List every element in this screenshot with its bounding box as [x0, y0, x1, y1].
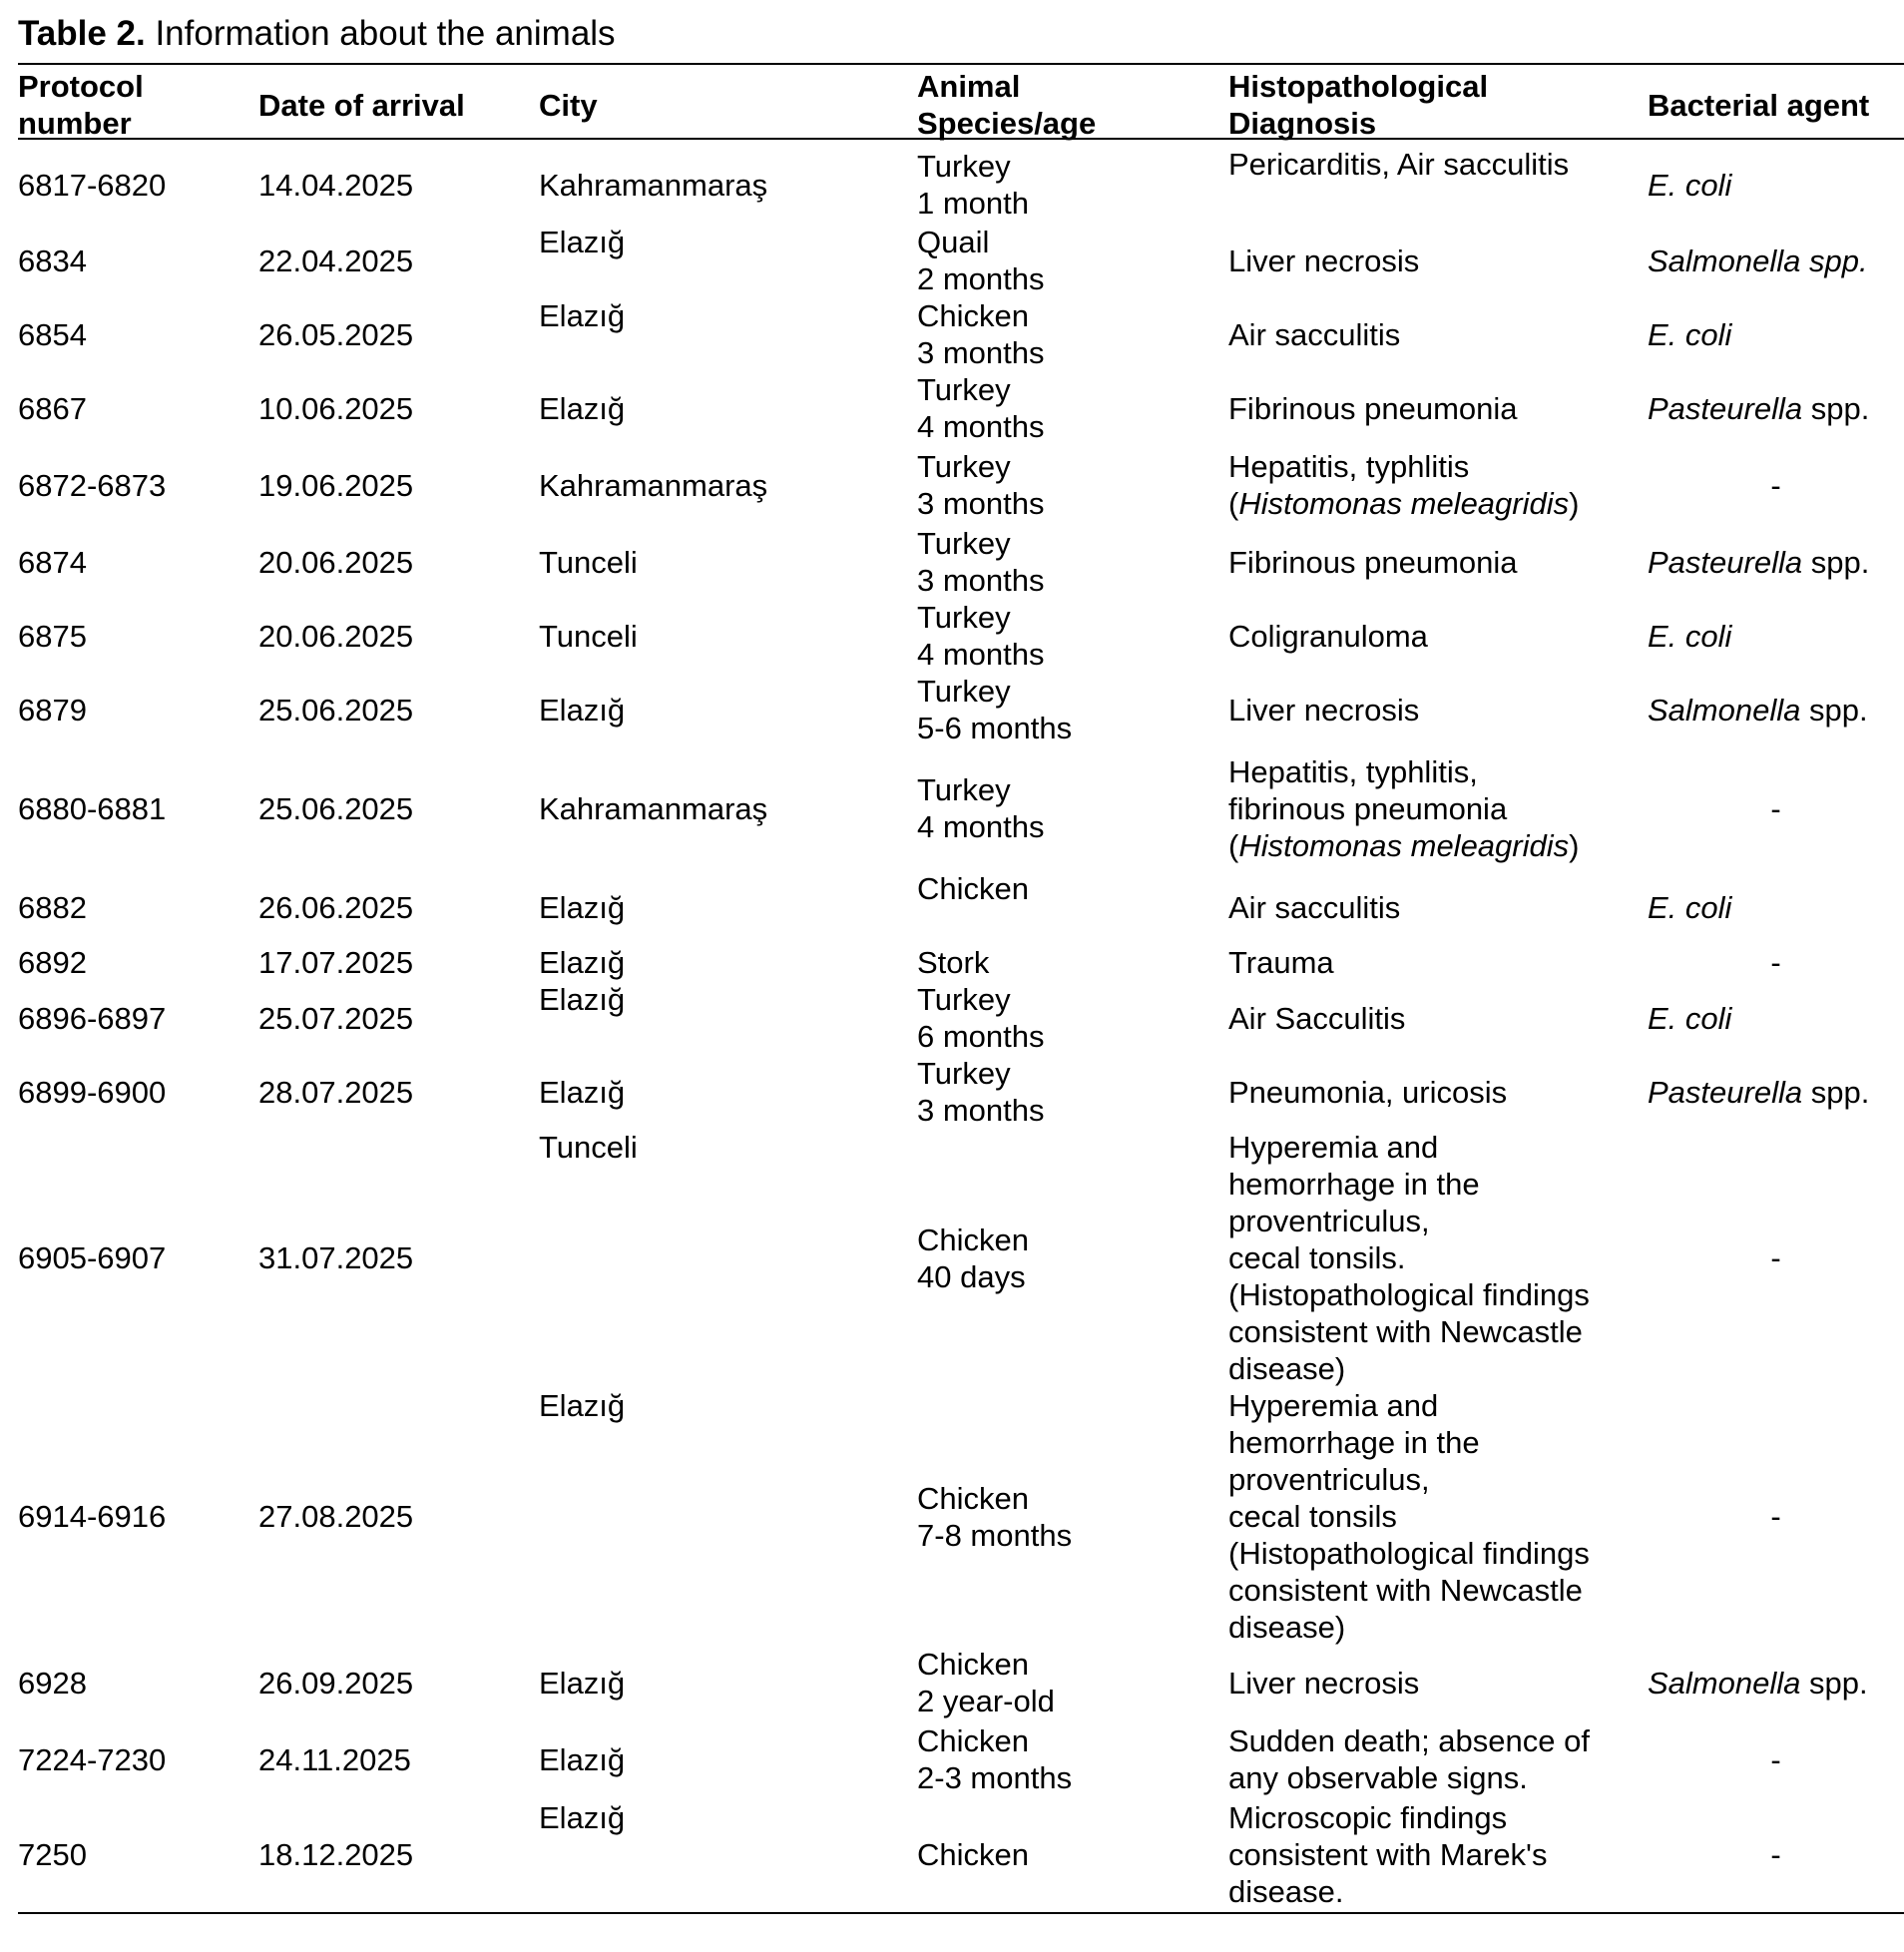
bacteria-text: -: [1770, 1741, 1781, 1777]
species-line: 3 months: [917, 486, 1045, 521]
cell-city: Tunceli: [539, 1130, 638, 1165]
cell-diagnosis: [1228, 525, 1648, 599]
table-row: [18, 599, 1904, 673]
diagnosis-text: proventriculus,: [1228, 1462, 1430, 1497]
table-row: [18, 525, 1904, 599]
diagnosis-text: consistent with Newcastle: [1228, 1314, 1583, 1349]
bacteria-text: E. coli: [1648, 167, 1732, 203]
cell-diagnosis: [1228, 1646, 1648, 1719]
bacteria-text: spp.: [1802, 544, 1870, 580]
col-header-date: Date of arrival: [258, 87, 465, 123]
species-line: 5-6 months: [917, 711, 1073, 745]
diagnosis-line: [1228, 1799, 1648, 1836]
species-line: 2-3 months: [917, 1760, 1073, 1795]
species-line: Quail: [917, 225, 990, 259]
diagnosis-text: Microscopic findings: [1228, 1800, 1508, 1835]
table-row: [18, 146, 1904, 224]
diagnosis-line: [1228, 1461, 1648, 1498]
cell-city: Elazığ: [539, 692, 626, 728]
cell-diagnosis: [1228, 146, 1648, 224]
cell-date: 20.06.2025: [258, 618, 414, 654]
species-line: 4 months: [917, 809, 1045, 844]
cell-date: 27.08.2025: [258, 1499, 414, 1534]
diagnosis-text: disease.: [1228, 1874, 1344, 1909]
bacteria-text: -: [1770, 1240, 1781, 1275]
bacteria-text: E. coli: [1648, 618, 1732, 654]
cell-diagnosis: [1228, 944, 1648, 981]
diagnosis-text: ): [1569, 827, 1580, 863]
cell-protocol: 6914-6916: [18, 1499, 167, 1534]
bacteria-text: Pasteurella: [1648, 390, 1803, 426]
diagnosis-text: Sudden death; absence of: [1228, 1723, 1590, 1758]
diagnosis-line: [1228, 827, 1648, 864]
cell-protocol: 6882: [18, 889, 87, 925]
cell-diagnosis: [1228, 1387, 1648, 1646]
species-line: Chicken: [917, 871, 1029, 906]
cell-date: 10.06.2025: [258, 390, 414, 426]
bacteria-text: -: [1770, 945, 1781, 980]
cell-bacteria: [1648, 525, 1904, 599]
cell-species: [917, 746, 1228, 870]
bacteria-text: -: [1770, 790, 1781, 826]
cell-city: Elazığ: [539, 945, 626, 980]
bacteria-text: spp.: [1802, 1074, 1870, 1110]
cell-city: Elazığ: [539, 982, 626, 1017]
diagnosis-line: [1228, 753, 1648, 790]
col-header-protocol: Protocol number: [18, 69, 144, 141]
cell-date: 19.06.2025: [258, 467, 414, 503]
table-row: [18, 224, 1904, 297]
cell-species: [917, 870, 1228, 944]
cell-date: 24.11.2025: [258, 1741, 411, 1777]
cell-date: 25.06.2025: [258, 790, 414, 826]
diagnosis-line: [1228, 1722, 1648, 1759]
cell-diagnosis: [1228, 673, 1648, 746]
bacteria-text: Salmonella: [1648, 1665, 1801, 1701]
species-line: 1 month: [917, 186, 1030, 221]
diagnosis-line: [1228, 1276, 1648, 1313]
cell-date: 25.06.2025: [258, 692, 414, 728]
cell-protocol: 6817-6820: [18, 167, 167, 203]
species-line: 3 months: [917, 1093, 1045, 1128]
cell-city: Elazığ: [539, 1074, 626, 1110]
cell-protocol: 7250: [18, 1837, 87, 1872]
cell-city: Kahramanmaraş: [539, 167, 768, 203]
cell-diagnosis: [1228, 870, 1648, 944]
diagnosis-text: disease): [1228, 1610, 1346, 1645]
diagnosis-line: [1228, 1239, 1648, 1276]
table-row: [18, 673, 1904, 746]
diagnosis-text: any observable signs.: [1228, 1760, 1528, 1795]
diagnosis-text: Air sacculitis: [1228, 316, 1401, 352]
diagnosis-line: [1228, 243, 1648, 279]
diagnosis-line: [1228, 1665, 1648, 1702]
cell-bacteria: [1648, 746, 1904, 870]
cell-species: [917, 1799, 1228, 1910]
diagnosis-text: Liver necrosis: [1228, 692, 1420, 728]
cell-city: Elazığ: [539, 390, 626, 426]
species-line: 6 months: [917, 1019, 1045, 1054]
species-line: Turkey: [917, 1056, 1011, 1091]
species-line: Turkey: [917, 372, 1011, 407]
bacteria-text: -: [1770, 1499, 1781, 1534]
cell-diagnosis: [1228, 981, 1648, 1055]
cell-bacteria: [1648, 445, 1904, 525]
diagnosis-text: (Histopathological findings: [1228, 1277, 1590, 1312]
table-row: [18, 1387, 1904, 1646]
cell-bacteria: [1648, 146, 1904, 224]
cell-city: Elazığ: [539, 298, 626, 333]
table-row: [18, 1055, 1904, 1129]
bacteria-text: Pasteurella: [1648, 544, 1803, 580]
cell-species: [917, 371, 1228, 445]
cell-species: [917, 445, 1228, 525]
cell-diagnosis: [1228, 297, 1648, 371]
col-header-species: Animal Species/age: [917, 69, 1097, 141]
cell-diagnosis: [1228, 1129, 1648, 1387]
diagnosis-text: Pericarditis, Air sacculitis: [1228, 147, 1570, 182]
diagnosis-line: [1228, 544, 1648, 581]
diagnosis-text: Histomonas meleagridis: [1238, 486, 1570, 521]
diagnosis-line: [1228, 316, 1648, 353]
cell-protocol: 7224-7230: [18, 1741, 167, 1777]
diagnosis-text: consistent with Marek's: [1228, 1837, 1548, 1872]
diagnosis-line: [1228, 1572, 1648, 1609]
species-line: Chicken: [917, 1837, 1029, 1872]
cell-city: Elazığ: [539, 1741, 626, 1777]
table-row: [18, 1129, 1904, 1387]
cell-diagnosis: [1228, 746, 1648, 870]
cell-bacteria: [1648, 599, 1904, 673]
table-row: [18, 1799, 1904, 1910]
diagnosis-text: hemorrhage in the: [1228, 1425, 1480, 1460]
cell-protocol: 6867: [18, 390, 87, 426]
cell-date: 22.04.2025: [258, 243, 414, 278]
cell-species: [917, 297, 1228, 371]
cell-bacteria: [1648, 1055, 1904, 1129]
cell-protocol: 6905-6907: [18, 1240, 167, 1275]
cell-species: [917, 525, 1228, 599]
cell-bacteria: [1648, 1646, 1904, 1719]
diagnosis-line: [1228, 1166, 1648, 1203]
diagnosis-text: Hepatitis, typhlitis,: [1228, 753, 1478, 789]
species-line: Turkey: [917, 449, 1011, 484]
animals-table: [18, 64, 1904, 1910]
diagnosis-text: (: [1228, 827, 1239, 863]
species-line: Chicken: [917, 298, 1029, 333]
header-row: [18, 64, 1904, 146]
cell-date: 26.06.2025: [258, 889, 414, 925]
cell-city: Tunceli: [539, 544, 638, 580]
col-header-city: City: [539, 87, 598, 123]
bacteria-text: E. coli: [1648, 889, 1732, 925]
diagnosis-line: [1228, 1350, 1648, 1387]
diagnosis-line: [1228, 1313, 1648, 1350]
diagnosis-text: consistent with Newcastle: [1228, 1573, 1583, 1608]
diagnosis-text: Hyperemia and: [1228, 1388, 1439, 1423]
cell-bacteria: [1648, 371, 1904, 445]
diagnosis-text: ): [1569, 486, 1580, 521]
diagnosis-line: [1228, 889, 1648, 926]
cell-date: 28.07.2025: [258, 1074, 414, 1110]
diagnosis-text: Hepatitis, typhlitis: [1228, 449, 1470, 484]
cell-protocol: 6899-6900: [18, 1074, 167, 1110]
cell-bacteria: [1648, 1799, 1904, 1910]
cell-city: Kahramanmaraş: [539, 790, 768, 826]
table-row: [18, 1719, 1904, 1799]
species-line: Turkey: [917, 149, 1011, 184]
species-line: 3 months: [917, 563, 1045, 598]
cell-species: [917, 599, 1228, 673]
cell-bacteria: [1648, 1719, 1904, 1799]
cell-protocol: 6896-6897: [18, 1000, 167, 1036]
species-line: Turkey: [917, 674, 1011, 709]
diagnosis-text: fibrinous pneumonia: [1228, 790, 1508, 826]
cell-date: 26.05.2025: [258, 316, 414, 352]
diagnosis-text: Coligranuloma: [1228, 618, 1428, 654]
cell-diagnosis: [1228, 224, 1648, 297]
bacteria-text: Salmonella spp.: [1648, 243, 1868, 278]
bacteria-text: -: [1770, 467, 1781, 503]
diagnosis-text: disease): [1228, 1351, 1346, 1386]
cell-city: Elazığ: [539, 1388, 626, 1423]
caption-label: Table 2.: [18, 14, 146, 53]
species-line: 40 days: [917, 1258, 1026, 1294]
table-row: [18, 746, 1904, 870]
cell-species: [917, 1129, 1228, 1387]
table-row: [18, 297, 1904, 371]
diagnosis-line: [1228, 1535, 1648, 1572]
cell-bacteria: [1648, 1387, 1904, 1646]
diagnosis-line: [1228, 1203, 1648, 1239]
species-line: Stork: [917, 945, 990, 980]
diagnosis-text: (: [1228, 486, 1239, 521]
diagnosis-line: [1228, 485, 1648, 522]
diagnosis-line: [1228, 146, 1648, 183]
diagnosis-line: [1228, 1074, 1648, 1111]
diagnosis-line: [1228, 1609, 1648, 1646]
cell-protocol: 6874: [18, 544, 87, 580]
bacteria-text: spp.: [1800, 1665, 1868, 1701]
cell-bacteria: [1648, 673, 1904, 746]
cell-species: [917, 1387, 1228, 1646]
cell-diagnosis: [1228, 371, 1648, 445]
diagnosis-line: [1228, 390, 1648, 427]
diagnosis-text: proventriculus,: [1228, 1204, 1430, 1238]
caption-text: Information about the animals: [145, 14, 616, 53]
species-line: Turkey: [917, 526, 1011, 561]
cell-species: [917, 146, 1228, 224]
diagnosis-text: Air sacculitis: [1228, 889, 1401, 925]
cell-bacteria: [1648, 981, 1904, 1055]
species-line: 4 months: [917, 637, 1045, 672]
species-line: Turkey: [917, 772, 1011, 807]
cell-species: [917, 224, 1228, 297]
cell-species: [917, 1055, 1228, 1129]
cell-protocol: 6880-6881: [18, 790, 167, 826]
cell-date: 18.12.2025: [258, 1837, 414, 1872]
cell-protocol: 6834: [18, 243, 87, 278]
cell-bacteria: [1648, 870, 1904, 944]
species-line: Chicken: [917, 1647, 1029, 1682]
cell-diagnosis: [1228, 445, 1648, 525]
table-row: [18, 445, 1904, 525]
species-line: Turkey: [917, 600, 1011, 635]
bacteria-text: Pasteurella: [1648, 1074, 1803, 1110]
species-line: 2 year-old: [917, 1684, 1055, 1718]
cell-date: 17.07.2025: [258, 945, 414, 980]
cell-protocol: 6875: [18, 618, 87, 654]
cell-protocol: 6892: [18, 945, 87, 980]
cell-date: 25.07.2025: [258, 1000, 414, 1036]
bacteria-text: -: [1770, 1837, 1781, 1872]
diagnosis-text: Fibrinous pneumonia: [1228, 544, 1518, 580]
col-header-diagnosis: Histopathological Diagnosis: [1228, 69, 1489, 141]
table-body: [18, 146, 1904, 1910]
table-row: [18, 870, 1904, 944]
diagnosis-text: hemorrhage in the: [1228, 1167, 1480, 1202]
col-header-bacteria: Bacterial agent: [1648, 87, 1870, 123]
diagnosis-line: [1228, 448, 1648, 485]
cell-protocol: 6854: [18, 316, 87, 352]
diagnosis-text: Fibrinous pneumonia: [1228, 390, 1518, 426]
table-row: [18, 371, 1904, 445]
diagnosis-text: cecal tonsils: [1228, 1499, 1397, 1534]
cell-city: Elazığ: [539, 889, 626, 925]
species-line: Turkey: [917, 982, 1011, 1017]
cell-diagnosis: [1228, 599, 1648, 673]
diagnosis-line: [1228, 1000, 1648, 1037]
diagnosis-line: [1228, 944, 1648, 981]
diagnosis-text: Trauma: [1228, 945, 1334, 980]
diagnosis-line: [1228, 790, 1648, 827]
cell-city: Kahramanmaraş: [539, 467, 768, 503]
cell-bacteria: [1648, 944, 1904, 981]
cell-protocol: 6928: [18, 1665, 87, 1701]
species-line: 2 months: [917, 261, 1045, 296]
diagnosis-line: [1228, 1387, 1648, 1424]
cell-city: Tunceli: [539, 618, 638, 654]
cell-diagnosis: [1228, 1799, 1648, 1910]
bacteria-text: Salmonella: [1648, 692, 1801, 728]
table-row: [18, 981, 1904, 1055]
diagnosis-text: Air Sacculitis: [1228, 1000, 1406, 1036]
cell-species: [917, 981, 1228, 1055]
cell-bacteria: [1648, 1129, 1904, 1387]
cell-diagnosis: [1228, 1719, 1648, 1799]
table-row: [18, 944, 1904, 981]
bacteria-text: E. coli: [1648, 316, 1732, 352]
cell-date: 26.09.2025: [258, 1665, 414, 1701]
cell-species: [917, 944, 1228, 981]
species-line: 4 months: [917, 409, 1045, 444]
diagnosis-line: [1228, 1759, 1648, 1796]
cell-date: 31.07.2025: [258, 1240, 414, 1275]
cell-city: Elazığ: [539, 1665, 626, 1701]
cell-species: [917, 1719, 1228, 1799]
species-line: Chicken: [917, 1221, 1029, 1257]
diagnosis-text: Liver necrosis: [1228, 243, 1420, 278]
diagnosis-line: [1228, 1424, 1648, 1461]
species-line: Chicken: [917, 1480, 1029, 1516]
table-row: [18, 1646, 1904, 1719]
bottom-rule: [18, 1912, 1904, 1914]
diagnosis-text: Liver necrosis: [1228, 1665, 1420, 1701]
species-line: 7-8 months: [917, 1517, 1073, 1553]
diagnosis-line: [1228, 692, 1648, 729]
diagnosis-line: [1228, 1498, 1648, 1535]
diagnosis-line: [1228, 618, 1648, 655]
cell-date: 14.04.2025: [258, 167, 414, 203]
diagnosis-text: (Histopathological findings: [1228, 1536, 1590, 1571]
bacteria-text: spp.: [1800, 692, 1868, 728]
cell-species: [917, 673, 1228, 746]
species-line: Chicken: [917, 1723, 1029, 1758]
diagnosis-line: [1228, 1129, 1648, 1166]
diagnosis-line: [1228, 1836, 1648, 1873]
cell-diagnosis: [1228, 1055, 1648, 1129]
cell-bacteria: [1648, 224, 1904, 297]
diagnosis-text: Hyperemia and: [1228, 1130, 1439, 1165]
cell-city: Elazığ: [539, 1800, 626, 1835]
diagnosis-line: [1228, 1873, 1648, 1910]
bacteria-text: spp.: [1802, 390, 1870, 426]
diagnosis-text: cecal tonsils.: [1228, 1240, 1406, 1275]
diagnosis-text: Pneumonia, uricosis: [1228, 1074, 1508, 1110]
diagnosis-text: Histomonas meleagridis: [1238, 827, 1570, 863]
table-caption: [18, 12, 616, 56]
cell-species: [917, 1646, 1228, 1719]
bacteria-text: E. coli: [1648, 1000, 1732, 1036]
species-line: 3 months: [917, 335, 1045, 370]
cell-date: 20.06.2025: [258, 544, 414, 580]
cell-protocol: 6872-6873: [18, 467, 167, 503]
cell-bacteria: [1648, 297, 1904, 371]
cell-protocol: 6879: [18, 692, 87, 728]
cell-city: Elazığ: [539, 225, 626, 259]
